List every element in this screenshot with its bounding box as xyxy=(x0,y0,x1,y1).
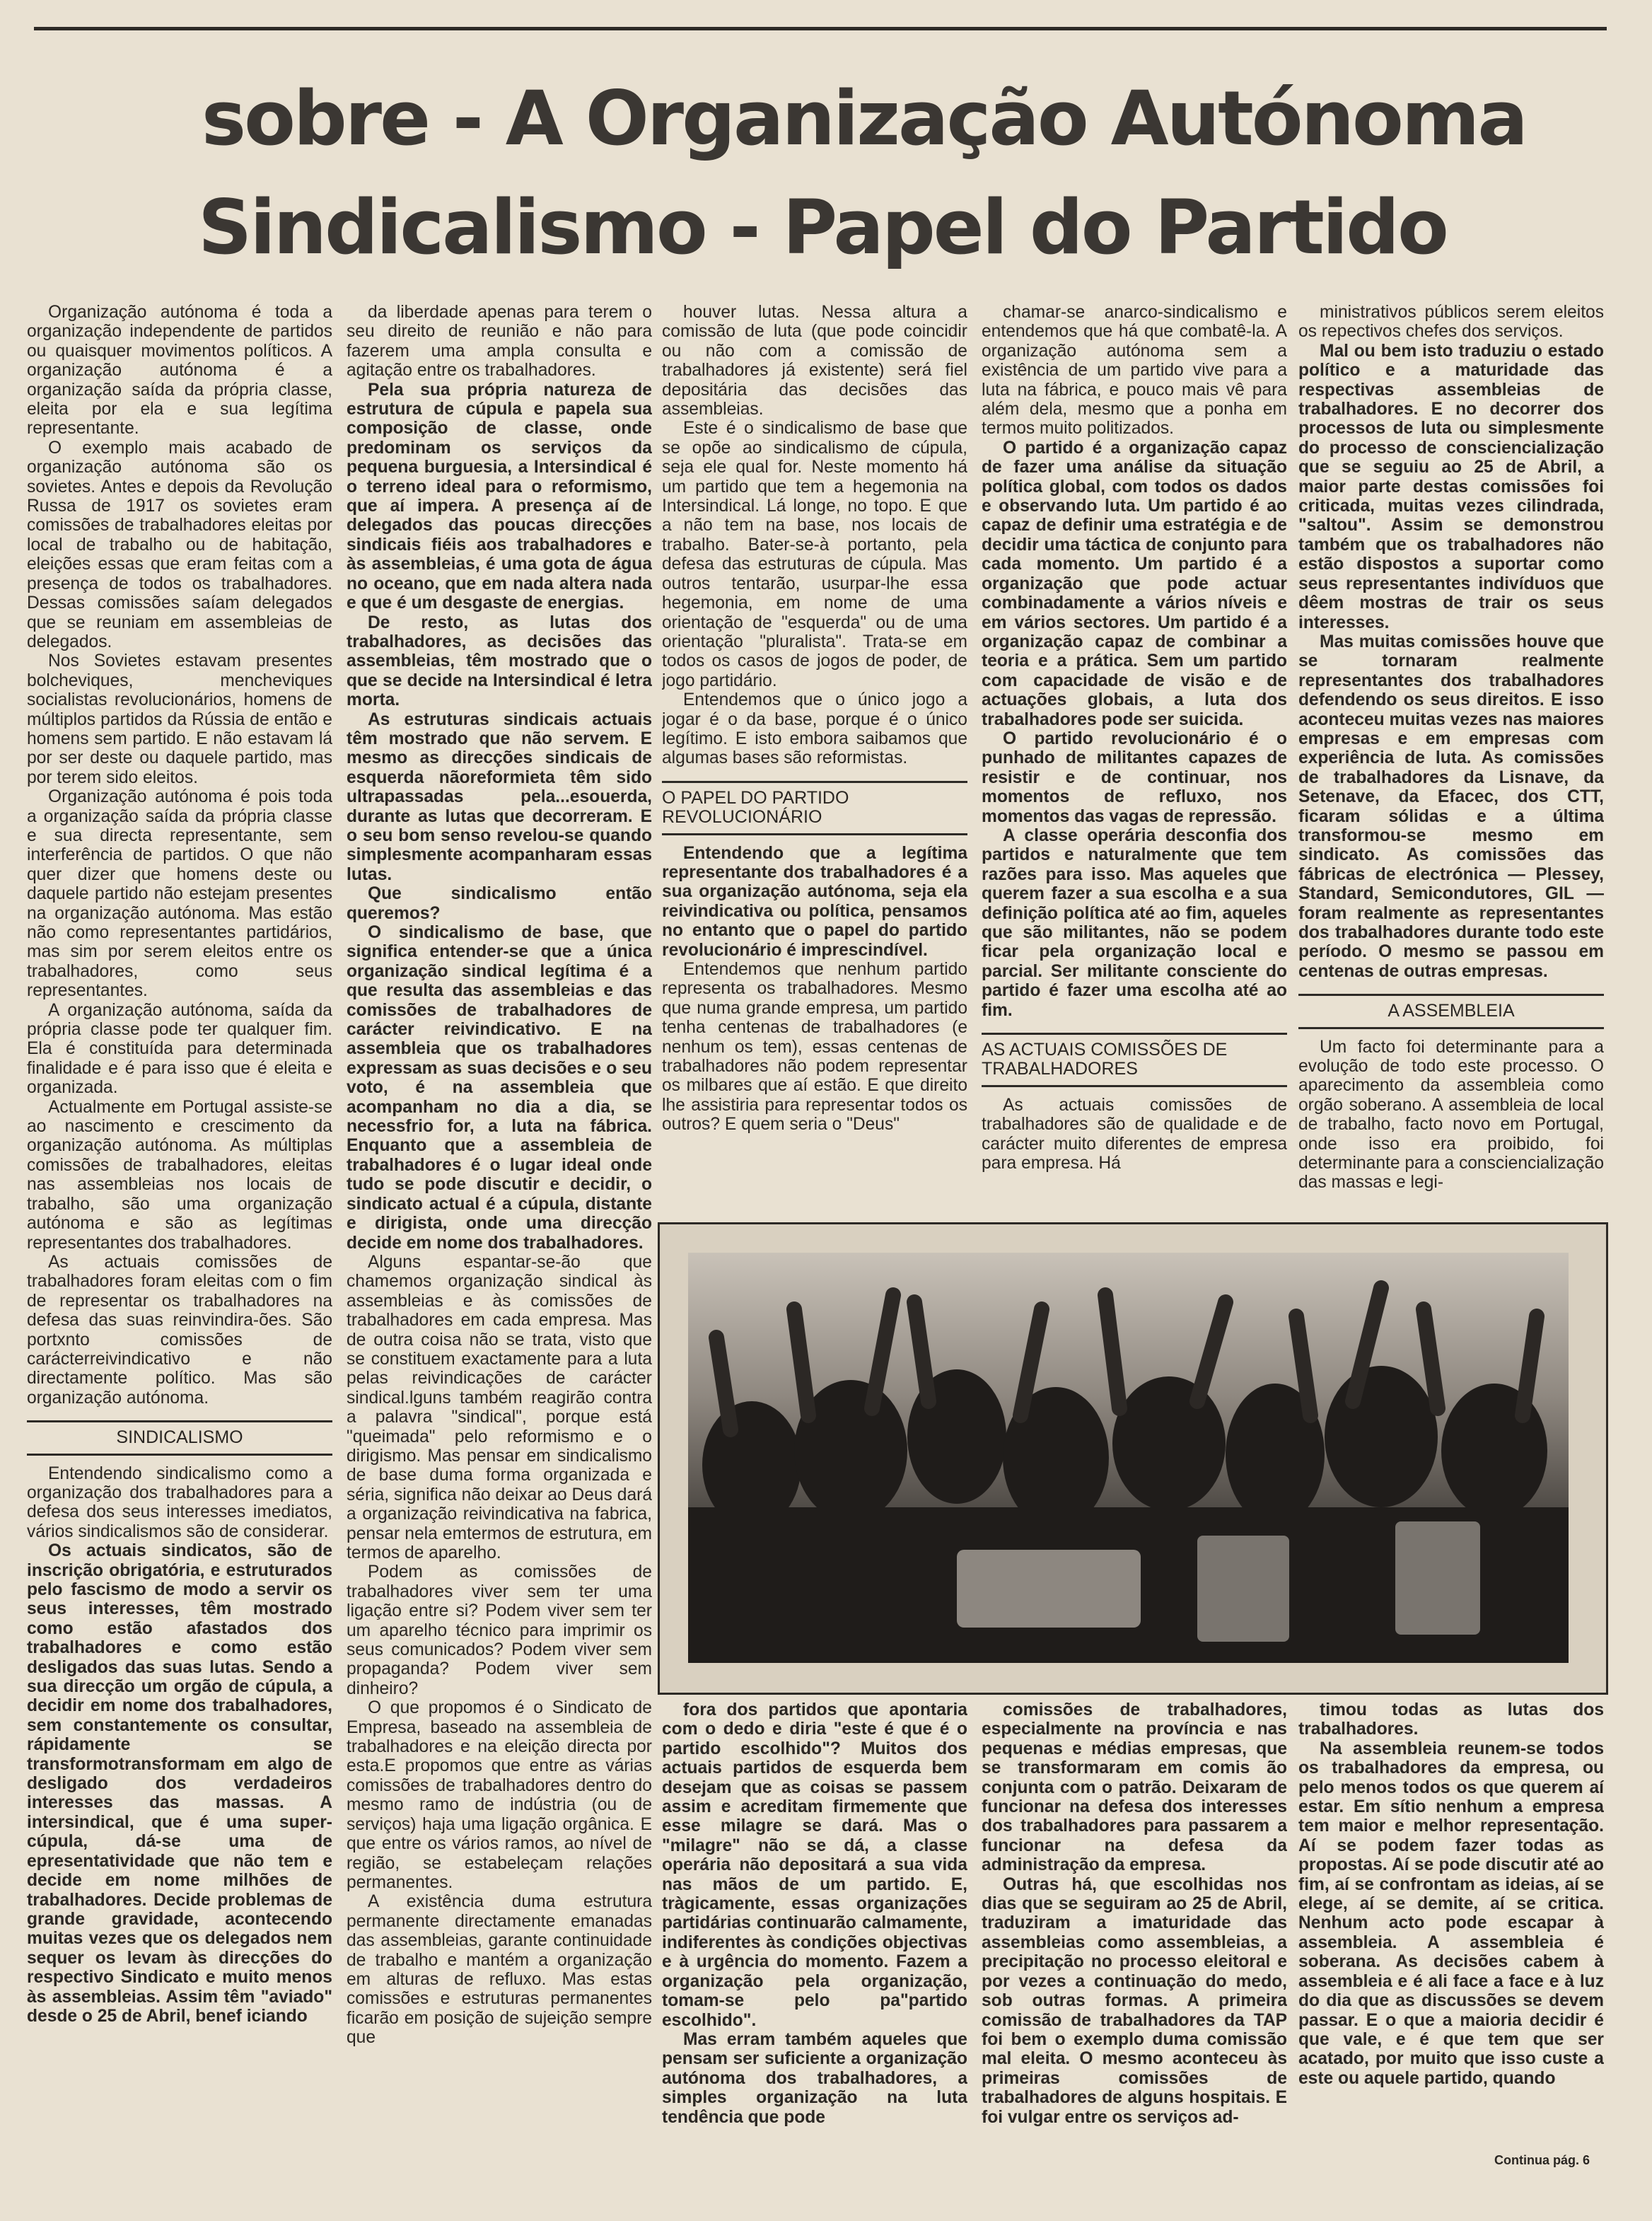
assembly-photo xyxy=(688,1253,1569,1663)
paragraph: Um facto foi determinante para a evolução de todo este processo. O aparecimento da assembleia como orgão soberano. A assembleia de local de trabalho, facto novo em Portugal, onde isso era proibido, foi determinante para a consciencialização das massas e legi- xyxy=(1298,1037,1604,1193)
continued-page-note: Continua pág. 6 xyxy=(1494,2153,1590,2167)
section-heading: SINDICALISMO xyxy=(27,1420,332,1455)
paragraph: O sindicalismo de base, que significa entender-se que a única organização sindical legítima é a que resulta das assembleias e das comissões de trabalhadores de carácter reivindicativo. E na assembleia que os trabalhadores expressam as suas decisões e o seu voto, é na assembleia que acompanham no dia a dia, se necessfrio for, a luta na fábrica. Enquanto que a assembleia de trabalhadores é o lugar ideal onde tudo se pode discutir e decidir, o sindicato actual é a cúpula, distante e dirigista, onde uma direcção decide em nome dos trabalhadores. xyxy=(347,923,652,1253)
paragraph: O partido é a organização capaz de fazer uma análise da situação política global, com todos os dados e observando luta. Um partido é ao capaz de definir uma estratégia e de decidir uma táctica de conjunto para cada momento. Um partido é a organização que pode actuar combinadamente a vários níveis e em vários sectores. Um partido é a organização capaz de combinar a teoria e a prática. Sem um partido com capacidade de visão e de actuações globais, a luta dos trabalhadores pode ser suicida. xyxy=(982,438,1287,729)
column-3-lower xyxy=(662,1700,967,2139)
paragraph: Outras há, que escolhidas nos dias que se seguiram ao 25 de Abril, traduziram a imaturidade das assembleias como assembleias, a precipitação no processo eleitoral e por vezes a continuação do medo, sob outras formas. A primeira comissão de trabalhadores da TAP foi bem o exemplo duma comissão mal eleita. O mesmo aconteceu às primeiras comissões de trabalhadores de alguns hospitais. E foi vulgar entre os serviços ad- xyxy=(982,1874,1287,2127)
paragraph: Os actuais sindicatos, são de inscrição obrigatória, e estruturados pelo fascismo de modo a servir os seus interesses, têm mostrado como estão afastados dos trabalhadores e como estão desligados das suas lutas. Sendo a sua direcção um orgão de cúpula, a decidir em nome dos trabalhadores, sem constantemente os consultar, rápidamente se transformotransformam em algo de desligado dos verdadeiros interesses das massas. A intersindical, que é uma super-cúpula, dá-se uma de epresentatividade que não tem e decide em nome milhões de trabalhadores. Decide problemas de grande gravidade, acontecendo muitas vezes que os delegados nem sequer os levam às direcções do respectivo Sindicato e muito menos às assembleias. Assim têm "aviado" desde o 25 de Abril, benef iciando xyxy=(27,1541,332,2026)
paragraph: Entendemos que nenhum partido representa os trabalhadores. Mesmo que numa grande empresa, um partido tenha centenas de trabalhadores (e nenhum os tem), essas centenas de trabalhadores não podem representar os milbares que aí estão. E que direito lhe assistiria para representar todos os outros? E quem seria o "Deus" xyxy=(662,960,967,1135)
paragraph: De resto, as lutas dos trabalhadores, as decisões das assembleias, têm mostrado que o que se decide na Intersindical é letra morta. xyxy=(347,613,652,710)
paragraph: Este é o sindicalismo de base que se opõe ao sindicalismo de cúpula, seja ele qual for. Neste momento há um partido que tem a hegemonia na Intersindical. Lá longe, no topo. E que a não tem na base, nos locais de trabalho. Bater-se-à portanto, pela defesa das estruturas de cúpula. Mas outros tentarão, usurpar-lhe essa hegemonia, em nome de uma orientação de "esquerda" ou de uma orientação "pluralista". Trata-se em todos os casos de jogos de poder, de jogo partidário. xyxy=(662,419,967,690)
column-3 xyxy=(662,303,967,1217)
section-heading: O PAPEL DO PARTIDO REVOLUCIONÁRIO xyxy=(662,781,967,835)
paragraph: O exemplo mais acabado de organização autónoma são os sovietes. Antes e depois da Revolução Russa de 1917 os sovietes eram comissões de trabalhadores eleitas por local de trabalho ou de habitação, eleições essas que eram feitas com a presença de todos os trabalhadores. Dessas comissões saíam delegados que se reuniam em assembleias de delegados. xyxy=(27,438,332,651)
column-1 xyxy=(27,303,332,2128)
paragraph: ministrativos públicos serem eleitos os repectivos chefes dos serviços. xyxy=(1298,303,1604,342)
headline-line-1: sobre - A Organização Autónoma xyxy=(202,75,1526,162)
paragraph: Entendendo sindicalismo como a organização dos trabalhadores para a defesa dos seus interesses imediatos, vários sindicalismos são de considerar. xyxy=(27,1463,332,1541)
paragraph: A classe operária desconfia dos partidos e naturalmente que tem razões para isso. Mas aqueles que querem fazer a sua escolha e a sua definição política até ao fim, aqueles que são militantes, não se podem ficar pela organização local e parcial. Ser militante consciente do partido é fazer uma escolha até ao fim. xyxy=(982,825,1287,1020)
paragraph: Actualmente em Portugal assiste-se ao nascimento e crescimento da organização autónoma. As múltiplas comissões de trabalhadores, eleitas nas assembleias nos locais de trabalho, são uma organização autónoma e são as legítimas representantes dos trabalhadores. xyxy=(27,1097,332,1253)
paragraph: Organização autónoma é toda a organização independente de partidos ou quaisquer movimentos políticos. A organização autónoma é a organização saída da própria classe, eleita por ela e sua legítima representante. xyxy=(27,303,332,439)
paragraph: Alguns espantar-se-ão que chamemos organização sindical às assembleias e às comissões de trabalhadores em cada empresa. Mas de outra coisa não se trata, visto que se constituem exactamente para a luta pelas reivindicações de carácter sindical.lguns também reagirão contra a palavra "sindical", porque está "queimada" pelo reformismo e o dirigismo. Mas pensar em sindicalismo de base duma forma organizada e séria, significa não deixar ao Deus dará a organização reivindicativa na fabrica, pensar nela emtermos de estrutura, em termos de aparelho. xyxy=(347,1252,652,1562)
column-2 xyxy=(347,303,652,2128)
section-heading: A ASSEMBLEIA xyxy=(1298,994,1604,1028)
column-5-lower xyxy=(1298,1700,1604,2139)
paragraph: O partido revolucionário é o punhado de militantes capazes de resistir e de continuar, nos momentos de refluxo, nos momentos das vagas de repressão. xyxy=(982,729,1287,826)
photo-frame xyxy=(658,1222,1608,1695)
paragraph: Podem as comissões de trabalhadores viver sem ter uma ligação entre si? Podem viver sem ter um aparelho técnico para imprimir os seus comunicados? Podem viver sem propaganda? Podem viver sem dinheiro? xyxy=(347,1562,652,1698)
column-4 xyxy=(982,303,1287,1217)
paragraph: fora dos partidos que apontaria com o dedo e diria "este é que é o partido escolhido"? Muitos dos actuais partidos de esquerda bem desejam que as coisas se passem assim e acreditam firmemente que esse milagre se dará. Mas o "milagre" não se dá, a classe operária não depositará a sua vida nas mãos de um partido. E, tràgicamente, essas organizações partidárias continuarão calmamente, indiferentes às condições objectivas e à urgência do momento. Fazem a organização pela organização, tomam-se pelo pa"partido escolhido". xyxy=(662,1700,967,2030)
paragraph: As actuais comissões de trabalhadores são de qualidade e de carácter muito diferentes de empresa para empresa. Há xyxy=(982,1095,1287,1173)
paragraph: A organização autónoma, saída da própria classe pode ter qualquer fim. Ela é constituída para determinada finalidade e é para isso que é eleita e organizada. xyxy=(27,1000,332,1098)
top-rule xyxy=(34,27,1607,30)
paragraph: Organização autónoma é pois toda a organização saída da própria classe e sua directa representante, sem interferência de partidos. O que não quer dizer que homens deste ou daquele partido não estejam presentes na organização autónoma. Mas estão não como representantes partidários, mas sim por serem eleitos entre os trabalhadores, como seus representantes. xyxy=(27,787,332,1001)
paragraph: O que propomos é o Sindicato de Empresa, baseado na assembleia de trabalhadores e na eleição directa por esta.E propomos que entre as várias comissões de trabalhadores dentro do mesmo ramo de indústria (ou de serviços) haja uma ligação orgânica. E que entre os vários ramos, ao nível de região, se estabeleçam relações permanentes. xyxy=(347,1698,652,1892)
paragraph: comissões de trabalhadores, especialmente na província e nas pequenas e médias empresas, que se transformaram em comis ão conjunta com o patrão. Deixaram de funcionar na defesa dos interesses dos trabalhadores para passarem a funcionar na defesa da administração da empresa. xyxy=(982,1700,1287,1875)
paragraph: Na assembleia reunem-se todos os trabalhadores da empresa, ou pelo menos todos os que querem aí estar. Em sítio nenhum a empresa tem maior e melhor representação. Aí se podem fazer todas as propostas. Aí se pode discutir até ao fim, aí se confrontam as ideias, aí se elege, aí se demite, aí se critica. Nenhum acto pode escapar à assembleia. A assembleia é soberana. As decisões cabem à assembleia e é ali face a face e à luz do dia que as discussões se devem passar. E o que a maioria decidir é que vale, e é que tem que ser acatado, por muito que isso custe a este ou aquele partido, quando xyxy=(1298,1739,1604,2088)
paragraph: chamar-se anarco-sindicalismo e entendemos que há que combatê-la. A organização autónoma sem a existência de um partido vive para a luta na fábrica, e pouco mais vê para além dela, mesmo que a ponha em termos muito politizados. xyxy=(982,303,1287,439)
paragraph: Mal ou bem isto traduziu o estado político e a maturidade das respectivas assembleias de trabalhadores. E no decorrer dos processos de luta ou simplesmente do processo de consciencialização que se seguiu ao 25 de Abril, a maior parte destas comissões foi criticada, muitas vezes cilindrada, "saltou". Assim se demonstrou também que os trabalhadores não estão dispostos a suportar como seus representantes indivíduos que dêem mostras de trair os seus interesses. xyxy=(1298,341,1604,632)
paragraph: da liberdade apenas para terem o seu direito de reunião e não para fazerem uma ampla consulta e agitação entre os trabalhadores. xyxy=(347,303,652,381)
paragraph: Entendendo que a legítima representante dos trabalhadores é a sua organização autónoma, seja ela reivindicativa ou política, pensamos no entanto que o papel do partido revolucionário é imprescindível. xyxy=(662,843,967,960)
paragraph: Pela sua própria natureza de estrutura de cúpula e papela sua composição de classe, onde predominam os serviços da pequena burguesia, a Intersindical é o terreno ideal para o reformismo, que aí impera. A presença aí de delegados das poucas direcções sindicais fiéis aos trabalhadores e às assembleias, é uma gota de água no oceano, que em nada altera nada e que é um desgaste de energias. xyxy=(347,380,652,613)
paragraph: A existência duma estrutura permanente directamente emanadas das assembleias, garante continuidade de trabalho e mantém a organização em alturas de refluxo. Mas estas comissões e estruturas permanentes ficarão em posição de sujeição sempre que xyxy=(347,1892,652,2048)
section-heading: AS ACTUAIS COMISSÕES DE TRABALHADORES xyxy=(982,1033,1287,1087)
paragraph: houver lutas. Nessa altura a comissão de luta (que pode coincidir ou não com a comissão de trabalhadores já existente) será fiel depositária das decisões das assembleias. xyxy=(662,303,967,419)
paragraph: Entendemos que o único jogo a jogar é o da base, porque é o único legítimo. E isto embora saibamos que algumas bases são reformistas. xyxy=(662,690,967,768)
paragraph: Nos Sovietes estavam presentes bolcheviques, mencheviques socialistas revolucionários, homens de múltiplos partidos da Rússia de então e homens sem partido. E não estavam lá por ser deste ou daquele partido, mas por terem sido eleitos. xyxy=(27,651,332,787)
column-4-lower xyxy=(982,1700,1287,2139)
paragraph: As actuais comissões de trabalhadores foram eleitas com o fim de representar os trabalhadores na defesa das suas reinvindira-ões. São portxnto comissões de carácterreivindicativo e não directamente político. Mas são organização autónoma. xyxy=(27,1252,332,1408)
paragraph: Mas muitas comissões houve que se tornaram realmente representantes dos trabalhadores defendendo os seus direitos. E isso aconteceu muitas vezes nas maiores empresas e em empresas com experiência de luta. As comissões de trabalhadores da Lisnave, da Setenave, da Efacec, dos CTT, ficaram sólidas e a última transformou-se mesmo em sindicato. As comissões das fábricas de electrónica — Plessey, Standard, Semicondutores, GIL — foram realmente as representantes dos trabalhadores durante todo este período. O mesmo se passou em centenas de outras empresas. xyxy=(1298,632,1604,981)
headline-line-2: Sindicalismo - Papel do Partido xyxy=(198,184,1447,271)
raised-hands-crowd-image xyxy=(688,1253,1569,1663)
paragraph: timou todas as lutas dos trabalhadores. xyxy=(1298,1700,1604,1739)
paragraph: As estruturas sindicais actuais têm mostrado que não servem. E mesmo as direcções sindicais de esquerda nãoreformieta têm sido ultrapassadas pela...esouerda, durante as lutas que decorreram. E o seu bom senso revelou-se quando simplesmente acompanharam essas lutas. xyxy=(347,709,652,884)
paragraph: Que sindicalismo então queremos? xyxy=(347,884,652,923)
column-5 xyxy=(1298,303,1604,1217)
paragraph: Mas erram também aqueles que pensam ser suficiente a organização autónoma dos trabalhadores, a simples organização na luta tendência que pode xyxy=(662,2029,967,2127)
